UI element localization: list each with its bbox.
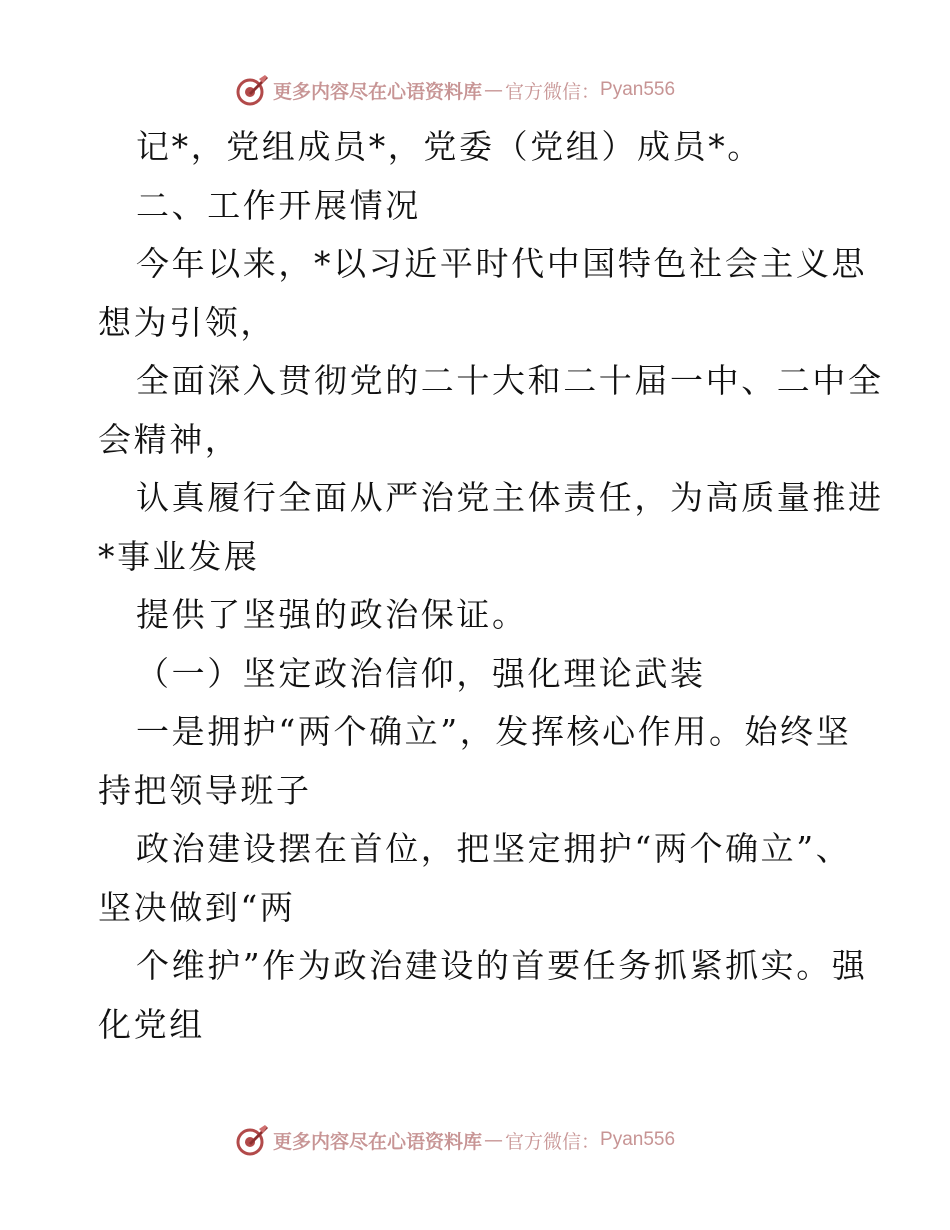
text-line: 个维护”作为政治建设的首要任务抓紧抓实。强 (136, 946, 868, 985)
watermark-label: 官方微信： (505, 80, 601, 103)
text-line: 会精神， (98, 419, 241, 459)
watermark-main-text: 更多内容尽在心语资料库 (273, 1130, 483, 1153)
document-body (98, 118, 884, 1054)
watermark-dash: — (484, 1129, 504, 1151)
watermark-main-text: 更多内容尽在心语资料库 (273, 80, 483, 103)
watermark-header (235, 72, 675, 108)
watermark-code: Pyan556 (600, 79, 676, 100)
text-line: 坚决做到“两 (98, 887, 296, 927)
watermark-footer (235, 1122, 675, 1158)
text-line: 想为引领， (98, 302, 276, 342)
text-line: 政治建设摆在首位，把坚定拥护“两个确立”、 (136, 829, 852, 868)
watermark-code: Pyan556 (600, 1129, 676, 1150)
quill-logo-icon (235, 73, 269, 107)
subsection-heading: （一）坚定政治信仰，强化理论武装 (136, 653, 706, 693)
text-line: 认真履行全面从严治党主体责任，为高质量推进 (136, 478, 884, 517)
section-heading: 二、工作开展情况 (136, 185, 421, 225)
watermark-dash: — (484, 79, 504, 101)
text-line: 化党组 (98, 1004, 205, 1044)
text-line: 提供了坚强的政治保证。 (136, 595, 528, 634)
text-line: 一是拥护“两个确立”，发挥核心作用。始终坚 (136, 712, 852, 751)
watermark-label: 官方微信： (505, 1130, 601, 1153)
text-line: 记*，党组成员*，党委（党组）成员*。 (136, 127, 763, 166)
text-line: 今年以来，*以习近平时代中国特色社会主义思 (136, 244, 868, 283)
text-line: 全面深入贯彻党的二十大和二十届一中、二中全 (136, 361, 884, 400)
quill-logo-icon (235, 1123, 269, 1157)
text-line: 持把领导班子 (98, 770, 312, 810)
text-line: *事业发展 (98, 536, 260, 576)
